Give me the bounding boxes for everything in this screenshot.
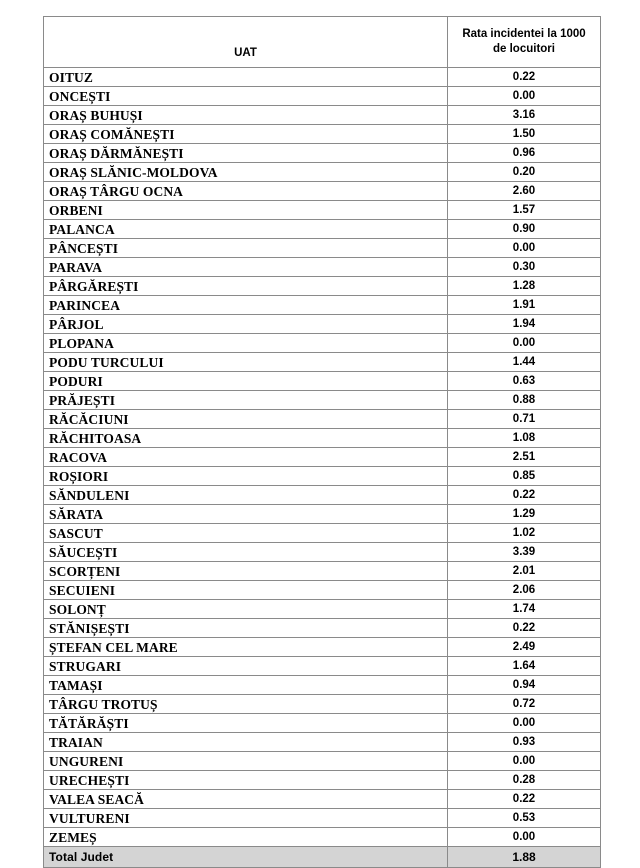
cell-uat-name: PRĂJEȘTI xyxy=(44,391,448,410)
cell-incidence-rate: 0.30 xyxy=(448,258,601,277)
incidence-rate-table xyxy=(43,16,601,868)
cell-uat-name: TÂRGU TROTUȘ xyxy=(44,695,448,714)
cell-incidence-rate: 1.29 xyxy=(448,505,601,524)
table-row xyxy=(44,562,601,581)
table-row xyxy=(44,581,601,600)
cell-incidence-rate: 0.22 xyxy=(448,619,601,638)
cell-incidence-rate: 1.74 xyxy=(448,600,601,619)
cell-incidence-rate: 0.22 xyxy=(448,790,601,809)
table-row xyxy=(44,106,601,125)
table-row xyxy=(44,296,601,315)
table-row xyxy=(44,239,601,258)
cell-uat-name: PÂNCEȘTI xyxy=(44,239,448,258)
table-row xyxy=(44,144,601,163)
table-row xyxy=(44,334,601,353)
cell-uat-name: SASCUT xyxy=(44,524,448,543)
cell-uat-name: ONCEȘTI xyxy=(44,87,448,106)
cell-uat-name: VALEA SEACĂ xyxy=(44,790,448,809)
cell-incidence-rate: 0.22 xyxy=(448,486,601,505)
cell-incidence-rate: 0.93 xyxy=(448,733,601,752)
table-row xyxy=(44,638,601,657)
cell-incidence-rate: 0.85 xyxy=(448,467,601,486)
cell-incidence-rate: 1.28 xyxy=(448,277,601,296)
cell-uat-name: VULTURENI xyxy=(44,809,448,828)
cell-incidence-rate: 1.44 xyxy=(448,353,601,372)
cell-uat-name: ORAȘ TÂRGU OCNA xyxy=(44,182,448,201)
cell-incidence-rate: 0.00 xyxy=(448,714,601,733)
table-header-row xyxy=(44,17,601,68)
table-row xyxy=(44,600,601,619)
cell-incidence-rate: 2.49 xyxy=(448,638,601,657)
cell-uat-name: SCORȚENI xyxy=(44,562,448,581)
cell-uat-name: PODU TURCULUI xyxy=(44,353,448,372)
cell-uat-name: SĂRATA xyxy=(44,505,448,524)
cell-incidence-rate: 1.57 xyxy=(448,201,601,220)
column-header-incidence-rate xyxy=(448,17,601,68)
cell-uat-name: UNGURENI xyxy=(44,752,448,771)
cell-uat-name: PARAVA xyxy=(44,258,448,277)
table-row xyxy=(44,524,601,543)
cell-uat-name: ȘTEFAN CEL MARE xyxy=(44,638,448,657)
table-row xyxy=(44,353,601,372)
column-header-rate-line1: Rata incidentei la 1000 xyxy=(462,28,586,40)
cell-uat-name: PLOPANA xyxy=(44,334,448,353)
cell-uat-name: ZEMEȘ xyxy=(44,828,448,847)
column-header-uat: UAT xyxy=(44,17,448,68)
table-row xyxy=(44,429,601,448)
cell-incidence-rate: 0.28 xyxy=(448,771,601,790)
cell-uat-name: SĂUCEȘTI xyxy=(44,543,448,562)
table-row xyxy=(44,619,601,638)
table-row xyxy=(44,467,601,486)
cell-uat-name: PARINCEA xyxy=(44,296,448,315)
table-row xyxy=(44,315,601,334)
cell-incidence-rate: 1.02 xyxy=(448,524,601,543)
cell-uat-name: STRUGARI xyxy=(44,657,448,676)
cell-incidence-rate: 0.88 xyxy=(448,391,601,410)
cell-uat-name: ORAȘ SLĂNIC-MOLDOVA xyxy=(44,163,448,182)
cell-uat-name: TRAIAN xyxy=(44,733,448,752)
table-row xyxy=(44,676,601,695)
cell-incidence-rate: 1.50 xyxy=(448,125,601,144)
cell-incidence-rate: 0.00 xyxy=(448,828,601,847)
incidence-table-container xyxy=(43,16,600,868)
table-row xyxy=(44,790,601,809)
cell-incidence-rate: 0.72 xyxy=(448,695,601,714)
cell-uat-name: ORAȘ DĂRMĂNEȘTI xyxy=(44,144,448,163)
cell-incidence-rate: 2.51 xyxy=(448,448,601,467)
cell-incidence-rate: 0.96 xyxy=(448,144,601,163)
cell-uat-name: SECUIENI xyxy=(44,581,448,600)
cell-incidence-rate: 0.00 xyxy=(448,752,601,771)
table-row xyxy=(44,752,601,771)
cell-uat-name: PODURI xyxy=(44,372,448,391)
table-total-row xyxy=(44,847,601,868)
table-row xyxy=(44,258,601,277)
table-row xyxy=(44,201,601,220)
cell-uat-name: PALANCA xyxy=(44,220,448,239)
table-row xyxy=(44,486,601,505)
cell-uat-name: OITUZ xyxy=(44,68,448,87)
table-row xyxy=(44,372,601,391)
cell-uat-name: SĂNDULENI xyxy=(44,486,448,505)
column-header-rate-line2: de locuitori xyxy=(493,43,555,55)
table-row xyxy=(44,410,601,429)
table-row xyxy=(44,68,601,87)
table-row xyxy=(44,220,601,239)
cell-incidence-rate: 1.91 xyxy=(448,296,601,315)
cell-uat-name: TAMAȘI xyxy=(44,676,448,695)
cell-uat-name: URECHEȘTI xyxy=(44,771,448,790)
cell-incidence-rate: 0.94 xyxy=(448,676,601,695)
table-row xyxy=(44,163,601,182)
cell-incidence-rate: 1.64 xyxy=(448,657,601,676)
table-row xyxy=(44,182,601,201)
cell-incidence-rate: 2.01 xyxy=(448,562,601,581)
table-row xyxy=(44,714,601,733)
table-body xyxy=(44,68,601,868)
cell-incidence-rate: 0.90 xyxy=(448,220,601,239)
cell-uat-name: PÂRJOL xyxy=(44,315,448,334)
cell-incidence-rate: 0.71 xyxy=(448,410,601,429)
cell-uat-name: PÂRGĂREȘTI xyxy=(44,277,448,296)
cell-uat-name: RĂCHITOASA xyxy=(44,429,448,448)
cell-incidence-rate: 0.63 xyxy=(448,372,601,391)
cell-uat-name: SOLONȚ xyxy=(44,600,448,619)
cell-total-label: Total Judet xyxy=(44,847,448,868)
table-row xyxy=(44,87,601,106)
table-row xyxy=(44,657,601,676)
cell-incidence-rate: 0.00 xyxy=(448,87,601,106)
cell-uat-name: TĂTĂRĂȘTI xyxy=(44,714,448,733)
cell-incidence-rate: 0.53 xyxy=(448,809,601,828)
cell-incidence-rate: 3.39 xyxy=(448,543,601,562)
cell-uat-name: ORAȘ BUHUȘI xyxy=(44,106,448,125)
cell-incidence-rate: 0.20 xyxy=(448,163,601,182)
cell-uat-name: STĂNIȘEȘTI xyxy=(44,619,448,638)
table-row xyxy=(44,277,601,296)
table-row xyxy=(44,771,601,790)
cell-uat-name: RĂCĂCIUNI xyxy=(44,410,448,429)
table-row xyxy=(44,828,601,847)
table-row xyxy=(44,391,601,410)
cell-incidence-rate: 0.22 xyxy=(448,68,601,87)
table-row xyxy=(44,695,601,714)
cell-incidence-rate: 0.00 xyxy=(448,334,601,353)
cell-incidence-rate: 0.00 xyxy=(448,239,601,258)
cell-uat-name: ORBENI xyxy=(44,201,448,220)
table-header xyxy=(44,17,601,68)
cell-incidence-rate: 1.94 xyxy=(448,315,601,334)
table-row xyxy=(44,505,601,524)
cell-total-rate: 1.88 xyxy=(448,847,601,868)
table-row xyxy=(44,543,601,562)
table-row xyxy=(44,809,601,828)
table-row xyxy=(44,733,601,752)
cell-incidence-rate: 1.08 xyxy=(448,429,601,448)
table-row xyxy=(44,448,601,467)
cell-uat-name: RACOVA xyxy=(44,448,448,467)
cell-incidence-rate: 3.16 xyxy=(448,106,601,125)
cell-incidence-rate: 2.06 xyxy=(448,581,601,600)
table-row xyxy=(44,125,601,144)
cell-uat-name: ROȘIORI xyxy=(44,467,448,486)
cell-incidence-rate: 2.60 xyxy=(448,182,601,201)
cell-uat-name: ORAȘ COMĂNEȘTI xyxy=(44,125,448,144)
